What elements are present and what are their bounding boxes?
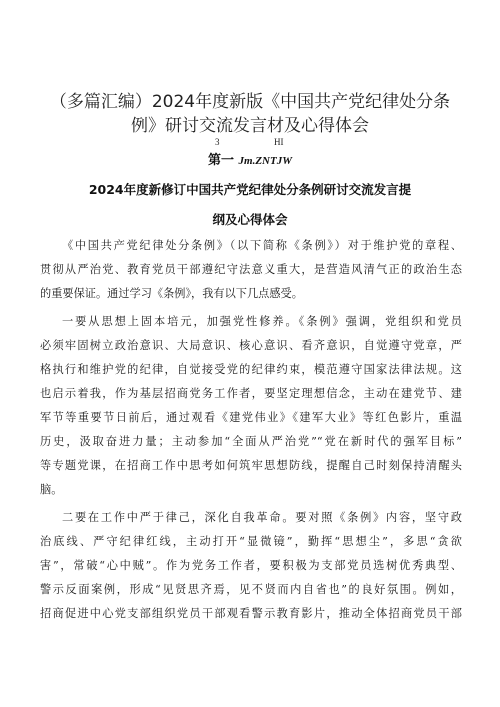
paragraph-line: 招商促进中心党支部组织党员干部观看警示教育影片，推动全体招商党员干部 xyxy=(40,607,462,620)
paragraph-line: 的重要保证。通过学习《条例》，我有以下几点感受。 xyxy=(40,287,303,300)
paragraph-line: 必须牢固树立政治意识、大局意识、核心意识、看齐意识，自觉遵守党章，严 xyxy=(40,339,462,352)
section-title-line-2: 纲及心得体会 xyxy=(212,212,288,227)
document-title-line-1: （多篇汇编）2024年度新版《中国共产党纪律处分条 xyxy=(49,92,451,112)
chapter-label: 第一 xyxy=(207,153,234,168)
paragraph-line: 等专题党课，在招商工作中思考如何筑牢思想防线，提醒自己时刻保持清醒头 xyxy=(40,459,462,472)
paragraph-line: 一要从思想上固本培元，加强党性修养。《条例》强调，党组织和党员 xyxy=(62,315,462,328)
mark-right: HI xyxy=(274,137,284,147)
paragraph-line: 《中国共产党纪律处分条例》（以下简称《条例》）对于维护党的章程、 xyxy=(62,239,462,252)
chapter-heading xyxy=(0,149,500,168)
paragraph-line: 格执行和维护党的纪律，自觉接受党的纪律约束，模范遵守国家法律法规。这 xyxy=(40,363,462,376)
paragraph-line: 警示反面案例，形成“见贤思齐焉，见不贤而内自省也”的良好氛围。例如， xyxy=(40,583,462,596)
paragraph-line: 二要在工作中严于律己，深化自我革命。要对照《条例》内容，坚守政 xyxy=(62,511,462,524)
paragraph-line: 军节等重要节日前后，通过观看《建党伟业》《建军大业》等红色影片，重温 xyxy=(40,411,462,424)
document-title-line-2: 例》研讨交流发言材及心得体会 xyxy=(131,116,369,136)
paragraph-line: 治底线、严守纪律红线，主动打开“显微镜”，勤挥“思想尘”，多思“贪欲 xyxy=(40,535,462,548)
mark-left: 3 xyxy=(215,137,220,147)
paragraph-line: 脑。 xyxy=(40,483,63,496)
paragraph-line: 历史，汲取奋进力量；主动参加“全面从严治党”“党在新时代的强军目标” xyxy=(40,435,462,448)
section-title-line-1: 2024年度新修订中国共产党纪律处分条例研讨交流发言提 xyxy=(88,182,412,197)
paragraph-line: 害”，常破“心中贼”。作为党务工作者，要积极为支部党员选树优秀典型、 xyxy=(40,559,462,572)
chapter-sub: Jm.ZNTJW xyxy=(238,155,293,167)
paragraph-line: 贯彻从严治党、教育党员干部遵纪守法意义重大，是营造风清气正的政治生态 xyxy=(40,263,462,276)
paragraph-line: 也启示着我，作为基层招商党务工作者，要坚定理想信念，主动在建党节、建 xyxy=(40,387,462,400)
body-text xyxy=(40,234,462,626)
